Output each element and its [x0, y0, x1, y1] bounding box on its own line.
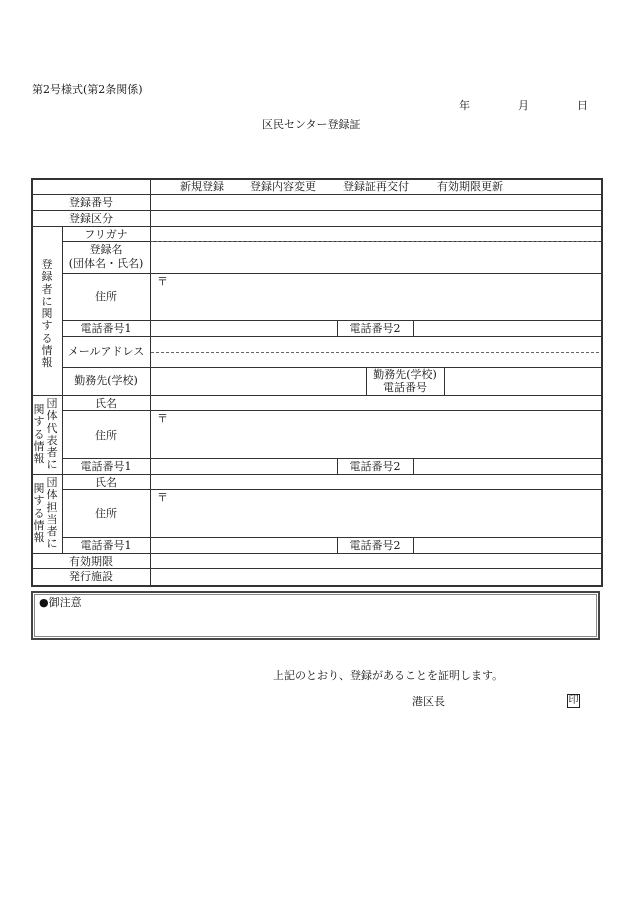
type-option-renew[interactable]: 有効期限更新: [437, 180, 503, 193]
rep-phone1-label: 電話番号1: [80, 460, 132, 473]
rep-group-label-col1: 団体代表者に: [46, 397, 58, 472]
phone1-label: 電話番号1: [80, 322, 132, 335]
issuer-label: 発行施設: [69, 570, 113, 583]
row-divider: [62, 320, 601, 321]
rep-postal-mark: 〒: [157, 412, 168, 425]
reg-name-sublabel: (団体名・氏名): [68, 257, 144, 270]
rep-phone2-label: 電話番号2: [349, 460, 401, 473]
manager-group-label-col1: 団体担当者に: [46, 476, 58, 551]
column-divider: [62, 226, 63, 553]
row-divider: [31, 226, 601, 227]
type-option-new[interactable]: 新規登録: [180, 180, 224, 193]
email-label: メールアドレス: [67, 345, 145, 358]
certification-text: 上記のとおり、登録があることを証明します。: [273, 669, 504, 682]
date-month: 月: [518, 99, 529, 112]
row-divider: [62, 458, 601, 459]
furigana-label: フリガナ: [84, 228, 128, 241]
workplace-phone-label: 勤務先(学校): [373, 368, 437, 381]
reg-number-label: 登録番号: [69, 196, 113, 209]
registrant-group-label: 登録者に関する情報: [41, 258, 53, 370]
type-option-reissue[interactable]: 登録証再交付: [343, 180, 409, 193]
row-divider: [31, 210, 601, 211]
form-number: 第2号様式(第2条関係): [32, 83, 143, 96]
notes-inner-border: [34, 594, 597, 637]
mayor-label: 港区長: [412, 695, 445, 708]
row-divider: [31, 474, 601, 475]
address-label: 住所: [95, 290, 117, 303]
expiry-label: 有効期限: [69, 555, 113, 568]
notes-box: [31, 591, 600, 640]
date-year: 年: [459, 99, 470, 112]
rep-group-label-col2: 関する情報: [33, 403, 45, 466]
row-divider-dashed: [151, 241, 599, 242]
workplace-label: 勤務先(学校): [74, 374, 138, 387]
manager-group-label-col2: 関する情報: [33, 482, 45, 545]
row-divider: [62, 537, 601, 538]
rep-name-label: 氏名: [95, 397, 117, 410]
column-divider: [444, 367, 445, 395]
rep-address-label: 住所: [95, 429, 117, 442]
manager-name-label: 氏名: [95, 476, 117, 489]
row-divider-dashed: [151, 352, 599, 353]
date-day: 日: [577, 99, 588, 112]
row-divider: [31, 553, 601, 554]
row-divider: [62, 367, 601, 368]
row-divider: [62, 273, 601, 274]
reg-name-label: 登録名: [89, 243, 123, 256]
manager-postal-mark: 〒: [157, 491, 168, 504]
postal-mark: 〒: [157, 275, 168, 288]
row-divider: [31, 194, 601, 195]
column-divider: [413, 537, 414, 553]
row-divider: [31, 395, 601, 396]
manager-phone2-label: 電話番号2: [349, 539, 401, 552]
column-divider: [413, 320, 414, 336]
manager-phone1-label: 電話番号1: [80, 539, 132, 552]
page-title: 区民センター登録証: [262, 118, 361, 131]
phone2-label: 電話番号2: [349, 322, 401, 335]
manager-address-label: 住所: [95, 507, 117, 520]
column-divider: [413, 458, 414, 474]
type-option-change[interactable]: 登録内容変更: [250, 180, 316, 193]
row-divider: [62, 336, 601, 337]
seal-mark: 印: [568, 695, 579, 706]
notes-label: ●御注意: [39, 596, 82, 609]
workplace-phone-sublabel: 電話番号: [383, 381, 427, 394]
column-divider: [150, 178, 151, 585]
reg-category-label: 登録区分: [69, 212, 113, 225]
